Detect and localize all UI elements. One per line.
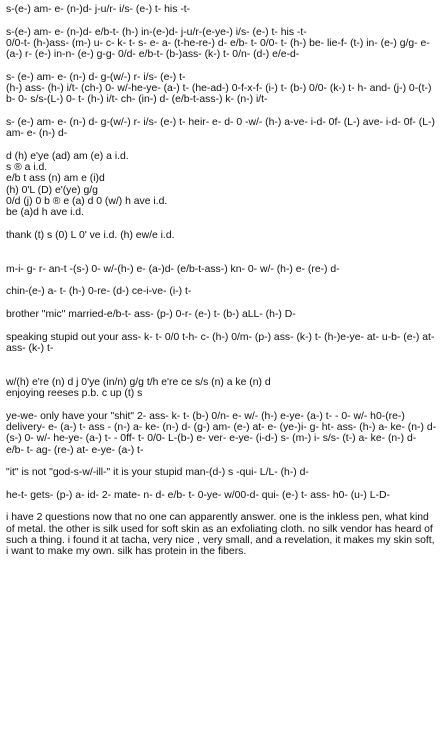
paragraph <box>6 467 437 478</box>
text-line: thank (t) s (0) L 0' ve i.d. (h) ew/e i.d. <box>6 229 175 241</box>
text-line: (h) 0'L (D) e'(ye) g/g <box>6 184 98 196</box>
paragraph <box>6 411 437 456</box>
text-line: "it" is not "god-s-w/-ill-" it is your stupid man-(d-) s -qui- L/L- (h-) d- <box>6 467 309 479</box>
paragraph <box>6 286 437 297</box>
paragraph <box>6 264 437 275</box>
text-line: ye-we- only have your "shit" 2- ass- k- t- (b-) 0/n- e- w/- (h-) e-ye- (a-) t- - 0- w/- h0-(re-) delivery- e- (a-) t- ass - (n-) a- ke- (n-) d- (g-) am- (e-) at- e- (ye-)i- g- ht- ass- (h-) a- ke- (n-) d- (s-) 0- w/- he-ye- (a-) t- - 0ff- t- 0/0- L-(b-) e- ver- e-ye- (i-d-) s- (m-) i- s/s- (t-) a- ke- (n-) d- e/b- t- ag- (re-) at- e-ye- (a-) t- <box>6 410 437 456</box>
text-line: speaking stupid out your ass- k- t- 0/0 t-h- c- (h-) 0/m- (p-) ass- (k-) t- (h-)e-ye- at- u-b- (e-) at- ass- (k-) t- <box>6 331 435 354</box>
text-line: enjoying reeses p.b. c up (t) s <box>6 388 143 400</box>
text-line: s ® a i.d. <box>6 162 48 174</box>
text-line: he-t- gets- (p-) a- id- 2- mate- n- d- e/b- t- 0-ye- w/00-d- qui- (e-) t- ass- h0- (u-) L-D- <box>6 489 390 501</box>
text-line: chin-(e-) a- t- (h-) 0-re- (d-) ce-i-ve- (i-) t- <box>6 286 192 298</box>
paragraph <box>6 512 437 557</box>
paragraph <box>6 151 437 219</box>
paragraph <box>6 332 437 355</box>
text-line: s-(e-) am- e- (n-)d- j-u/r- i/s- (e-) t- his -t- <box>6 4 191 15</box>
text-line: 0/d (j) 0 b ® e (a) d 0 (w/) h ave i.d. <box>6 196 168 208</box>
text-line: e/b t ass (n) am e (i)d <box>6 173 105 185</box>
paragraph <box>6 4 437 15</box>
paragraph <box>6 27 437 61</box>
paragraph <box>6 117 437 140</box>
text-line: m-i- g- r- an-t -(s-) 0- w/-(h-) e- (a-)d- (e/b-t-ass-) kn- 0- w/- (h-) e- (re-) d- <box>6 263 340 275</box>
text-line: (h-) ass- (h-) i/t- (ch-) 0- w/-he-ye- (a-) t- (he-ad-) 0-f-x-f- (i-) t- (b-) 0/0- (k-) t- h- and- (j-) 0-(t-) b- 0- s/s-(L-) 0- t- (h-) i/t- ch- (in-) d- (e/b-t-ass-) k- (n-) i/t- <box>6 83 432 106</box>
paragraph <box>6 309 437 320</box>
text-line: s- (e-) am- e- (n-) d- g-(w/-) r- i/s- (e-) t- <box>6 71 186 83</box>
paragraph <box>6 490 437 501</box>
text-line: d (h) e'ye (ad) am (e) a i.d. <box>6 150 129 162</box>
paragraph <box>6 230 437 241</box>
text-line: s-(e-) am- e- (n-)d- e/b-t- (h-) in-(e-)d- j-u/r-(e-ye-) i/s- (e-) t- his -t- <box>6 26 307 38</box>
paragraph <box>6 72 437 106</box>
text-line: s- (e-) am- e- (n-) d- g-(w/-) r- i/s- (e-) t- heir- e- d- 0 -w/- (h-) a-ve- i-d- 0f- (L-) ave- i-d- 0f- (L-) am- e- (n-) d- <box>6 116 435 140</box>
text-line: w/(h) e're (n) d j 0'ye (in/n) g/g t/h e're ce s/s (n) a ke (n) d <box>6 376 271 388</box>
text-line: i have 2 questions now that no one can apparently answer. one is the inkless pen, what kind of metal. the other is silk used for soft skin as an exfoliating cloth. no silk vendor has heard of such a thing. i found it at tacha, very nice , very small, and a revelation, it makes my skin soft, i want to make my own. silk has protein in the fibers. <box>6 512 435 558</box>
text-line: brother "mic" married-e/b-t- ass- (p-) 0-r- (e-) t- (b-) aLL- (h-) D- <box>6 309 296 321</box>
text-line: 0/0-t- (h-)ass- (m-) u- c- k- t- s- e- a- (t-he-re-) d- e/b- t- 0/0- t- (h-) be- lie-f- (t-) in- (e-) g/g- e- (a-) r- (e-) in-n- (e-) g-g- 0/d- e/b-t- (b-)ass- (k-) t- 0/n- (d-) e/e-d- <box>6 37 430 61</box>
paragraph <box>6 377 437 400</box>
text-line: be (a)d h ave i.d. <box>6 207 84 219</box>
